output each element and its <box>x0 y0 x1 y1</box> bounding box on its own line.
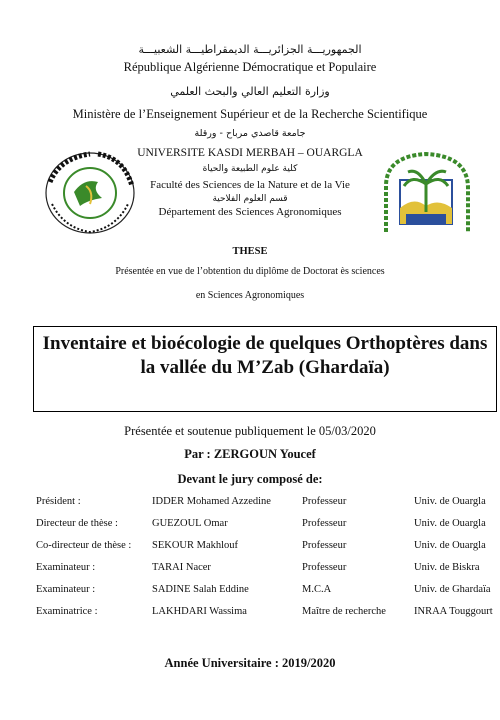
jury-row <box>36 540 500 562</box>
jury-university: Univ. de Ghardaïa <box>414 584 491 595</box>
thesis-type: THESE <box>232 246 268 257</box>
jury-name: IDDER Mohamed Azzedine <box>152 496 271 507</box>
faculty-french: Faculté des Sciences de la Nature et de la Vie <box>150 179 350 191</box>
jury-row <box>36 562 500 584</box>
jury-grade: Professeur <box>302 540 347 551</box>
thesis-title-box <box>33 326 497 412</box>
thesis-title-line-1: Inventaire et bioécologie de quelques Orthoptères dans <box>42 333 488 354</box>
jury-name: LAKHDARI Wassima <box>152 606 247 617</box>
jury-name: GUEZOUL Omar <box>152 518 228 529</box>
jury-row <box>36 584 500 606</box>
author-line <box>0 447 500 462</box>
laboratory-logo <box>378 148 476 238</box>
jury-role: Examinateur : <box>36 584 96 595</box>
jury-name: TARAI Nacer <box>152 562 211 573</box>
jury-row <box>36 606 500 628</box>
jury-grade: Professeur <box>302 518 347 529</box>
defense-date: Présentée et soutenue publiquement le 05/03/2020 <box>124 424 376 438</box>
jury-grade: M.C.A <box>302 584 332 595</box>
jury-name: SADINE Salah Eddine <box>152 584 249 595</box>
academic-year: Année Universitaire : 2019/2020 <box>164 656 336 670</box>
republic-arabic: الجمهوريـــة الجزائريـــة الديمقراطيـــة الشعبيـــة <box>138 43 362 56</box>
jury-row <box>36 496 500 518</box>
jury-role: Président : <box>36 496 81 507</box>
jury-role: Co-directeur de thèse : <box>36 540 132 551</box>
ministry-arabic: وزارة التعليم العالي والبحث العلمي <box>170 85 330 98</box>
department-french: Département des Sciences Agronomiques <box>158 206 342 218</box>
department-arabic: قسم العلوم الفلاحية <box>212 194 288 204</box>
jury-heading: Devant le jury composé de: <box>177 472 323 486</box>
jury-role: Examinateur : <box>36 562 96 573</box>
jury-table <box>36 496 500 628</box>
jury-name: SEKOUR Makhlouf <box>152 540 239 551</box>
university-arabic: جامعة قاصدي مرباح - ورقلة <box>194 128 306 139</box>
thesis-title-line-2: la vallée du M’Zab (Ghardaïa) <box>140 357 390 378</box>
jury-grade: Professeur <box>302 496 347 507</box>
university-logo <box>40 148 140 238</box>
jury-grade: Professeur <box>302 562 347 573</box>
jury-grade: Maître de recherche <box>302 606 386 617</box>
jury-role: Directeur de thèse : <box>36 518 118 529</box>
ministry-french: Ministère de l’Enseignement Supérieur et de la Recherche Scientifique <box>72 107 428 121</box>
thesis-purpose-line-1: Présentée en vue de l’obtention du diplôme de Doctorat ès sciences <box>115 266 385 277</box>
jury-university: INRAA Touggourt <box>414 606 493 617</box>
thesis-purpose-line-2: en Sciences Agronomiques <box>195 290 305 301</box>
author-prefix: Par : <box>184 447 211 461</box>
jury-university: Univ. de Biskra <box>414 562 480 573</box>
author-name: ZERGOUN Youcef <box>213 447 316 461</box>
republic-french: République Algérienne Démocratique et Populaire <box>123 60 377 74</box>
university-french: UNIVERSITE KASDI MERBAH – OUARGLA <box>137 147 363 159</box>
jury-university: Univ. de Ouargla <box>414 540 486 551</box>
faculty-arabic: كلية علوم الطبيعة والحياة <box>202 164 298 174</box>
jury-university: Univ. de Ouargla <box>414 496 486 507</box>
jury-role: Examinatrice : <box>36 606 98 617</box>
jury-row <box>36 518 500 540</box>
jury-university: Univ. de Ouargla <box>414 518 486 529</box>
